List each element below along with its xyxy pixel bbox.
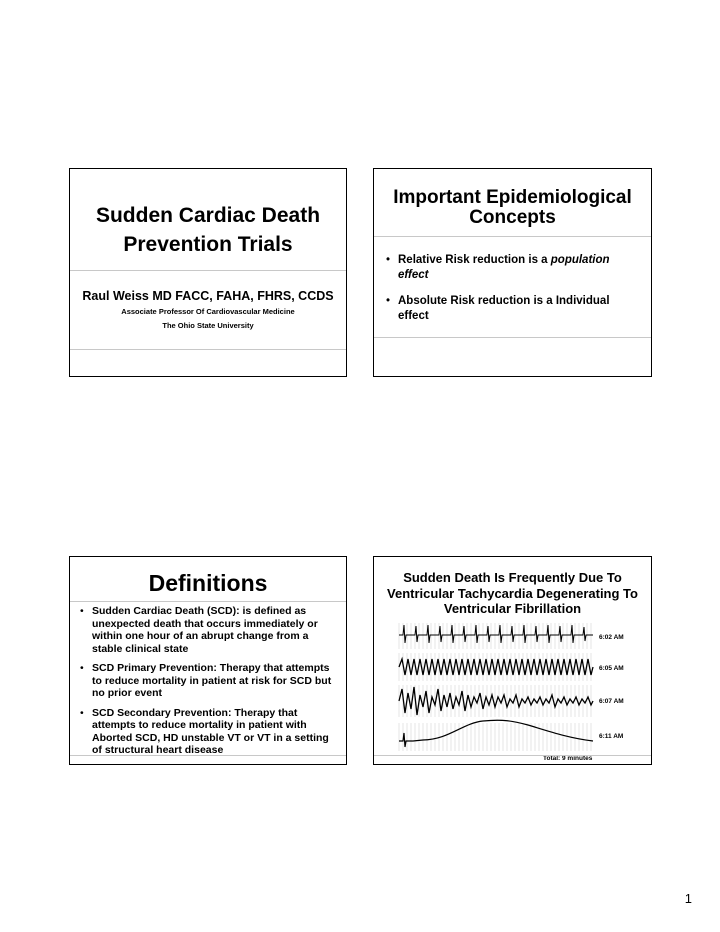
- slide-2-bullet-list: [384, 253, 637, 335]
- ecg-time-label: 6:11 AM: [599, 733, 624, 740]
- slide-2-title: Important Epidemiological Concepts: [393, 187, 632, 228]
- bullet-scd-definition: • Sudden Cardiac Death (SCD): is defined as unexpected death that occurs immediately or within one hour of an abrupt change from a stable clinical state: [80, 605, 318, 655]
- divider: [374, 236, 651, 237]
- divider: [70, 270, 346, 271]
- ecg-grid: [399, 623, 591, 751]
- divider: [70, 349, 346, 350]
- divider: [374, 755, 651, 756]
- ecg-trace-2: [399, 659, 593, 675]
- slide-3-title: Definitions: [148, 570, 268, 596]
- ecg-trace-3: [399, 687, 593, 715]
- bullet-absolute-risk: • Absolute Risk reduction is a Individual effect: [386, 295, 610, 322]
- author-role: Associate Professor Of Cardiovascular Medicine: [121, 307, 295, 316]
- bullet-secondary-prevention: • SCD Secondary Prevention: Therapy that attempts to reduce mortality in patient with Aborted SCD, HD unstable VT or VT in a setting of structural heart disease: [80, 706, 329, 756]
- ecg-time-label: 6:07 AM: [599, 698, 624, 705]
- bullet-relative-risk: • Relative Risk reduction is a population effect: [386, 254, 610, 281]
- ecg-trace-1: [399, 625, 593, 643]
- slide-3: [69, 556, 347, 765]
- author-institution: The Ohio State University: [162, 321, 254, 330]
- ecg-time-label: 6:02 AM: [599, 634, 624, 641]
- slide-1: [69, 168, 347, 377]
- slide-4: [373, 556, 652, 765]
- ecg-total-duration: Total: 9 minutes: [543, 755, 593, 762]
- ecg-strip-image: [393, 623, 637, 768]
- divider: [374, 337, 651, 338]
- page-number: 1: [684, 891, 692, 906]
- bullet-primary-prevention: • SCD Primary Prevention: Therapy that attempts to reduce mortality in patient at risk for SCD but no prior event: [80, 662, 332, 699]
- slide-1-title: Sudden Cardiac Death Prevention Trials: [95, 204, 321, 256]
- author-name: Raul Weiss MD FACC, FAHA, FHRS, CCDS: [82, 289, 334, 303]
- slide-4-title: Sudden Death Is Frequently Due To Ventricular Tachycardia Degenerating To Ventricular Fibrillation: [387, 570, 638, 616]
- ecg-time-label: 6:05 AM: [599, 665, 624, 672]
- slide-3-bullet-list: [78, 605, 340, 764]
- divider: [70, 755, 346, 756]
- ecg-trace-4: [399, 720, 593, 747]
- slide-2: [373, 168, 652, 377]
- divider: [70, 601, 346, 602]
